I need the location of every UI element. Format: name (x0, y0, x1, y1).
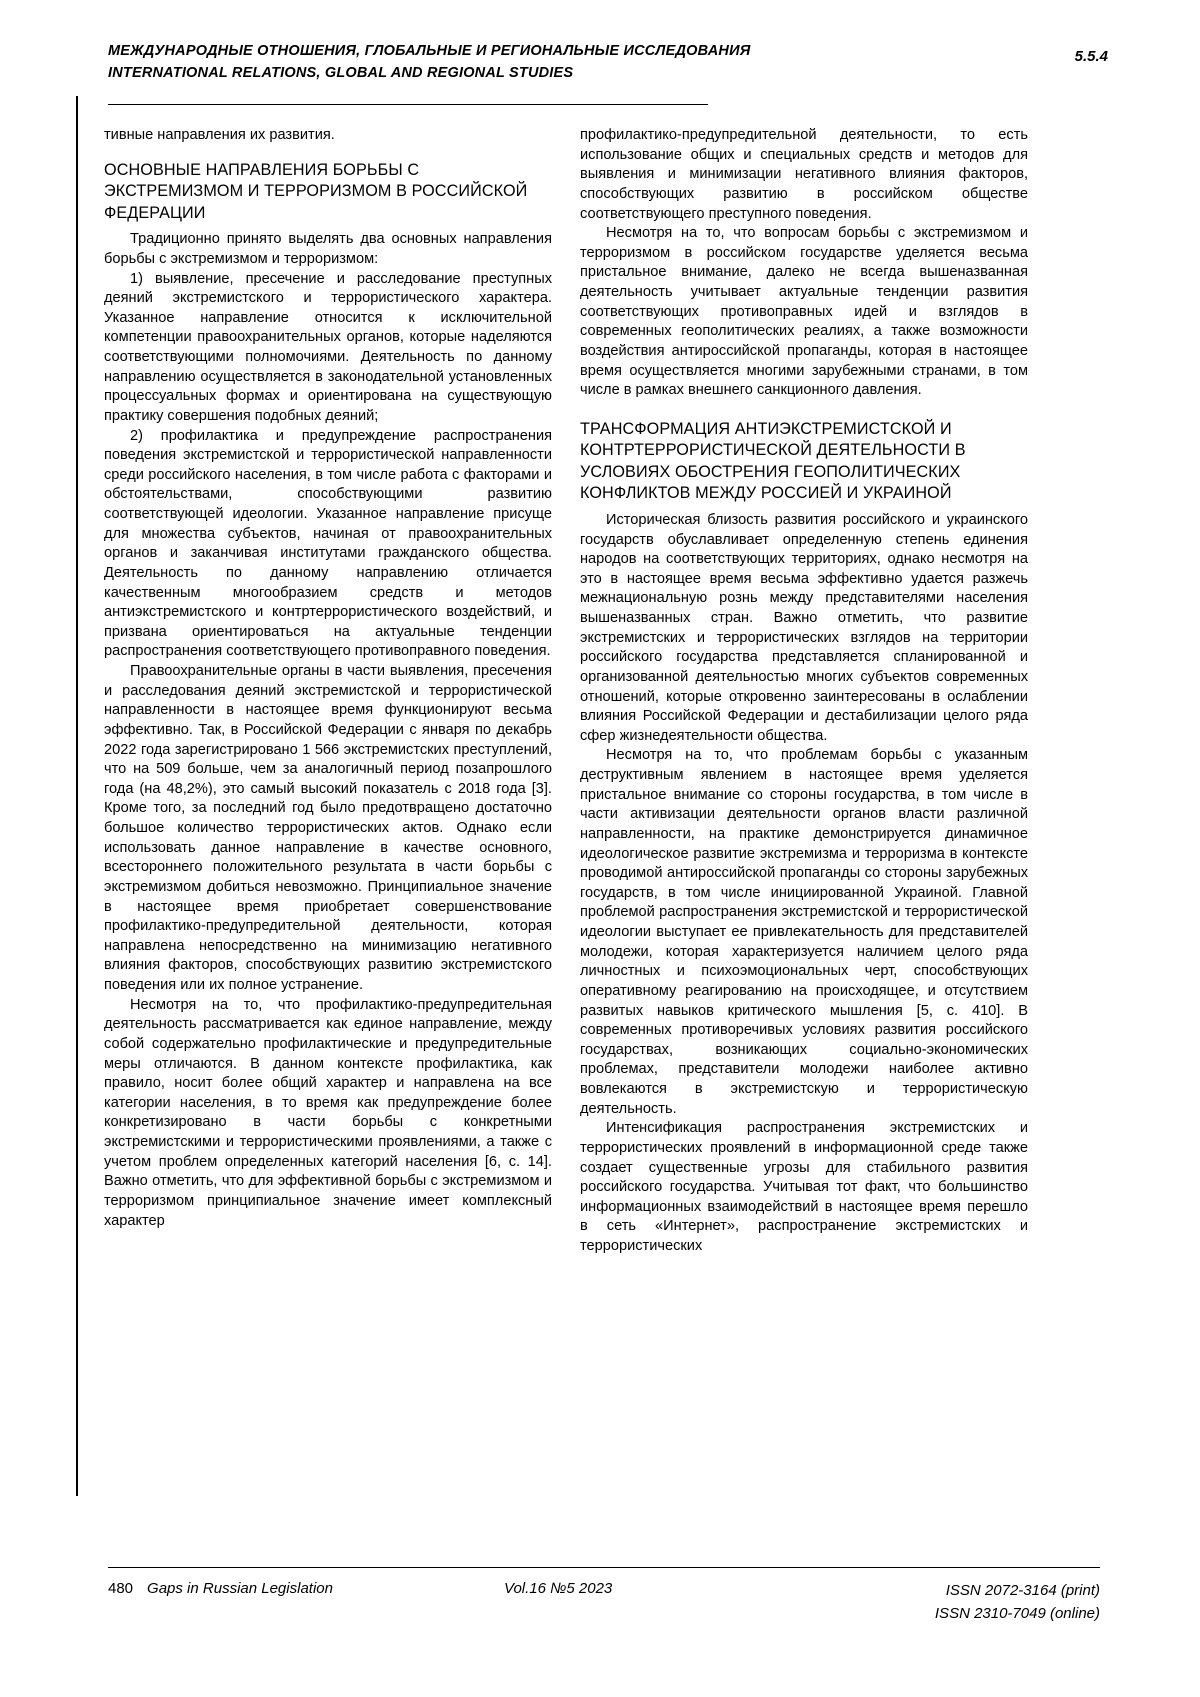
page-header (108, 40, 1108, 85)
section-heading-main-directions: ОСНОВНЫЕ НАПРАВЛЕНИЯ БОРЬБЫ С ЭКСТРЕМИЗМОМ И ТЕРРОРИЗМОМ В РОССИЙСКОЙ ФЕДЕРАЦИИ (104, 160, 528, 222)
paragraph: Традиционно принято выделять два основных направления борьбы с экстремизмом и терроризмом: (104, 231, 552, 267)
header-titles (108, 40, 908, 85)
page-number: 480 (108, 1580, 134, 1597)
paragraph: Интенсификация распространения экстремистских и террористических проявлений в информационной среде также создает существенные угрозы для стабильного развития российского государства. Учитывая тот факт, что большинство информационных взаимодействий в настоящее время перешло в сеть «Интернет», распространение экстремистских и террористических (580, 1120, 1028, 1255)
paragraph: 1) выявление, пресечение и расследование преступных деяний экстремистского и террористического характера. Указанное направление относится к исключительной компетенции правоохранительных органов, которые наделяются соответствующими полномочиями. Деятельность по данному направлению осуществляется в законодательной установленных процессуальных формах и ориентирована на существующую практику совершения подобных деяний; (104, 270, 552, 424)
paragraph: Несмотря на то, что профилактико-предупредительная деятельность рассматривается как единое направление, между собой содержательно профилактические и предупредительные меры отличаются. В данном контексте профилактика, как правило, носит более общий характер и направлена на все категории населения, в то время как предупреждение более конкретизировано в части борьбы с конкретными экстремистскими и террористическими проявлениями, а также с учетом проблем определенных категорий населения [6, с. 14]. Важно отметить, что для эффективной борьбы с экстремизмом и терроризмом принципиальное значение имеет комплексный характер (104, 996, 552, 1229)
footer-divider (108, 1567, 1100, 1568)
footer-left (108, 1580, 333, 1597)
header-title-ru: МЕЖДУНАРОДНЫЕ ОТНОШЕНИЯ, ГЛОБАЛЬНЫЕ И РЕГИОНАЛЬНЫЕ ИССЛЕДОВАНИЯ (108, 43, 751, 59)
footer-right (935, 1580, 1100, 1625)
paragraph: Историческая близость развития российского и украинского государств обуславливает определенную степень единения народов на соответствующих территориях, однако несмотря на это в настоящее время весьма эффективно удается разжечь межнациональную рознь между представителями населения вышеназванных стран. Важно отметить, что развитие экстремистских и террористических взглядов на территории российского государства представляется спланированной и организованной деятельностью многих субъектов современных отношений, которые откровенно заинтересованы в ослаблении влияния Российской Федерации и дестабилизации целого ряда сфер жизнедеятельности общества. (580, 511, 1028, 744)
left-column (104, 126, 552, 1257)
right-column (580, 126, 1028, 1257)
paragraph: Несмотря на то, что проблемам борьбы с указанным деструктивным явлением в настоящее время уделяется пристальное внимание со стороны государства, в том числе в части активизации деятельности органов власти различной направленности, на практике демонстрируется динамичное идеологическое развитие экстремизма и терроризма в контексте проводимой антироссийской пропаганды со стороны зарубежных государств, в том числе инициированной Украиной. Главной проблемой распространения экстремистской и террористической идеологии выступает ее привлекательность для представителей молодежи, которая характеризуется наличием целого ряда личностных и психоэмоциональных черт, способствующих оперативному реагированию на происходящее, и отсутствием развитых навыков критического мышления [5, с. 410]. В современных противоречивых условиях развития российского государствах, возникающих социально-экономических проблемах, представители молодежи наиболее активно вовлекаются в экстремистскую и террористическую деятельность. (580, 747, 1028, 1117)
section-heading-transformation: ТРАНСФОРМАЦИЯ АНТИЭКСТРЕМИСТСКОЙ И КОНТРТЕРРОРИСТИЧЕСКОЙ ДЕЯТЕЛЬНОСТИ В УСЛОВИЯХ ОБОСТРЕНИЯ ГЕОПОЛИТИЧЕСКИХ КОНФЛИКТОВ МЕЖДУ РОССИЕЙ И УКРАИНОЙ (580, 419, 966, 503)
paragraph: Несмотря на то, что вопросам борьбы с экстремизмом и терроризмом в российском государстве уделяется весьма пристальное внимание, далеко не всегда вышеназванная деятельность учитывает актуальные тенденции развития соответствующих противоправных идей и взглядов в современных геополитических реалиях, а также возможности воздействия антироссийской пропаганды, которая в настоящее время осуществляется многими зарубежными странами, в том числе в рамках внешнего санкционного давления. (580, 225, 1028, 399)
paragraph: Правоохранительные органы в части выявления, пресечения и расследования деяний экстремистской и террористической направленности в настоящее время функционируют весьма эффективно. Так, в Российской Федерации с января по декабрь 2022 года зарегистрировано 1 566 экстремистских преступлений, что на 509 больше, чем за аналогичный период позапрошлого года (на 48,2%), это самый высокий показатель с 2018 года [3]. Кроме того, за последний год было предотвращено достаточно большое количество террористических актов. Однако если использовать данное направление в качестве основного, всестороннего положительного результата в части борьбы с экстремизмом добиться невозможно. Принципиальное значение в настоящее время приобретает совершенствование профилактико-предупредительной деятельности, которая направлена непосредственно на минимизацию негативного влияния факторов, способствующих развитию экстремистского поведения или их полное устранение. (104, 663, 552, 994)
article-body (104, 126, 1104, 1257)
left-margin-rule (76, 96, 78, 1496)
journal-name: Gaps in Russian Legislation (147, 1580, 333, 1597)
header-section-code: 5.5.4 (1074, 48, 1108, 65)
lead-paragraph: тивные направления их развития. (104, 127, 335, 143)
issn-print: ISSN 2072-3164 (print) (945, 1582, 1100, 1599)
header-title-en: INTERNATIONAL RELATIONS, GLOBAL AND REGIONAL STUDIES (108, 65, 574, 82)
paragraph: профилактико-предупредительной деятельности, то есть использование общих и специальных средств и методов для выявления и минимизации негативного влияния факторов, способствующих развитию в российском обществе соответствующего преступного поведения. (580, 127, 1028, 222)
volume-issue: Vol.16 №5 2023 (504, 1580, 613, 1597)
header-divider (108, 104, 708, 105)
paragraph: 2) профилактика и предупреждение распространения поведения экстремистской и террористической направленности среди российского населения, в том числе работа с факторами и обстоятельствами, способствующими развитию соответствующей идеологии. Указанное направление присуще для множества субъектов, начиная от правоохранительных органов и заканчивая институтами гражданского общества. Деятельность по данному направлению отличается качественным многообразием средств и методов антиэкстремистского и контртеррористического воздействий, и призвана ориентироваться на актуальные тенденции распространения соответствующего противоправного поведения. (104, 427, 552, 660)
issn-online: ISSN 2310-7049 (online) (934, 1604, 1100, 1622)
